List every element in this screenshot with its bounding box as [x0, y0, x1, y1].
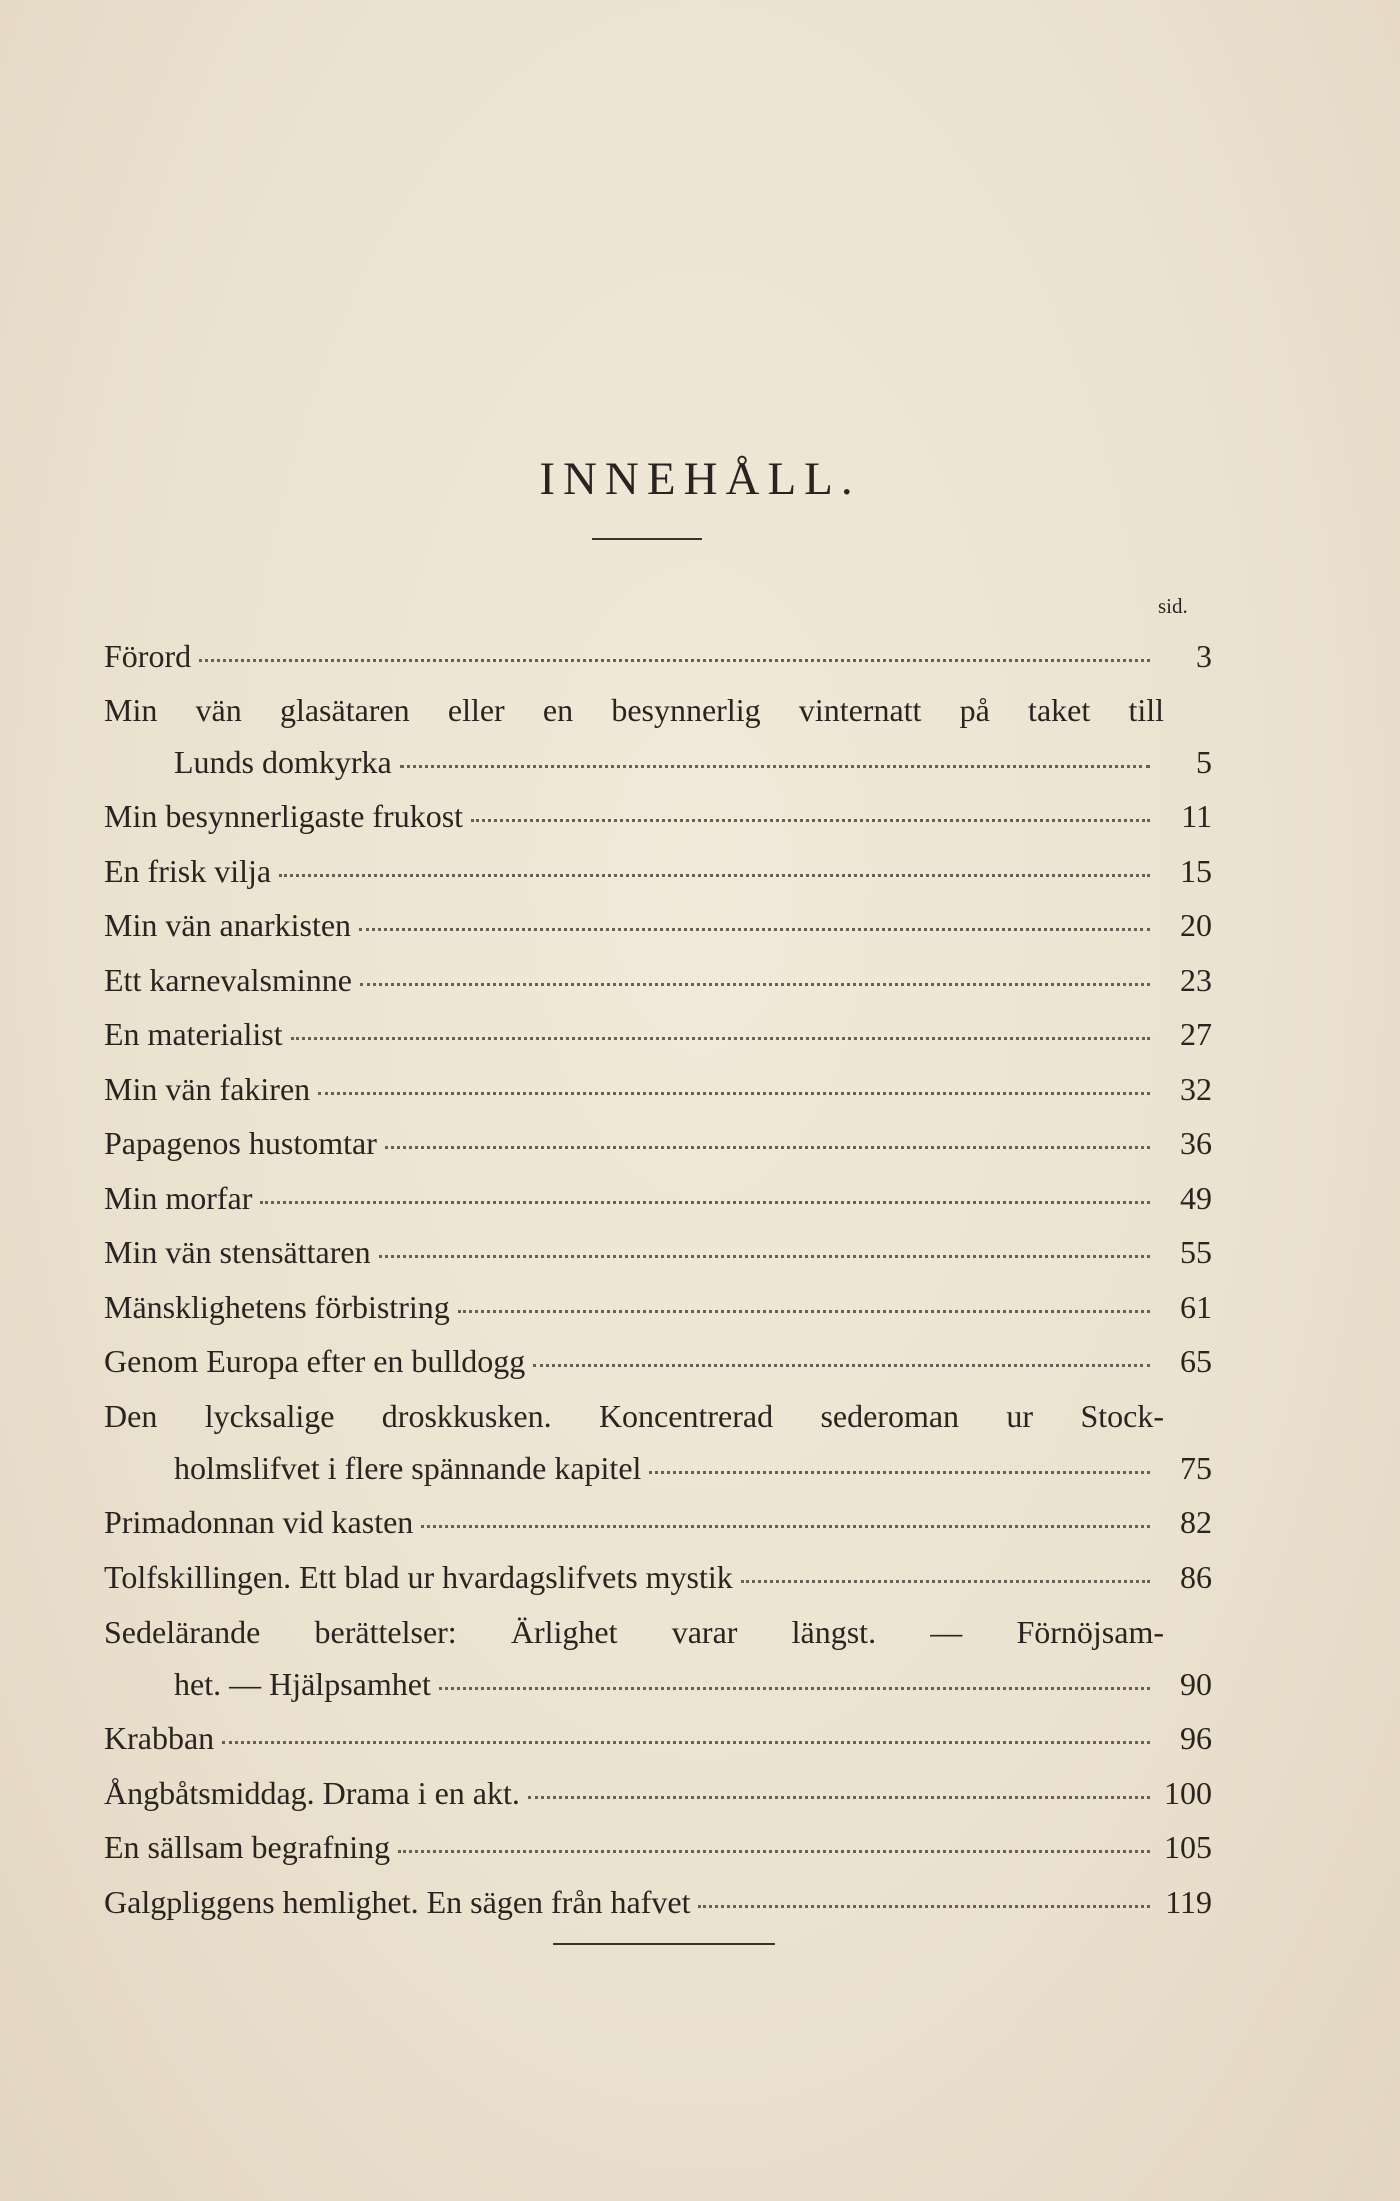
toc-entry-title: Min vän stensättaren: [104, 1234, 371, 1270]
toc-entry-title-line1: Den lycksalige droskkusken. Koncentrerad sederoman ur Stock-: [104, 1398, 1164, 1434]
toc-entry-page: 75: [1180, 1450, 1212, 1486]
toc-entry-title: Ett karnevalsminne: [104, 962, 352, 998]
toc-entry: [104, 1666, 1212, 1714]
toc-entry-page: 82: [1180, 1504, 1212, 1540]
toc-entry: [104, 744, 1212, 792]
toc-entry-title: holmslifvet i flere spännande kapitel: [174, 1450, 642, 1486]
dot-leader: [471, 819, 1150, 822]
toc-entry-title: Tolfskillingen. Ett blad ur hvardagslifvets mystik: [104, 1559, 733, 1595]
toc-entry-page: 49: [1180, 1180, 1212, 1216]
toc-entry-title: En materialist: [104, 1016, 283, 1052]
toc-entry-page: 5: [1196, 744, 1212, 780]
page-column-label: sid.: [1158, 594, 1188, 618]
toc-entry-title-line1: Min vän glasätaren eller en besynnerlig vinternatt på taket till: [104, 692, 1164, 728]
toc-entry: [104, 1504, 1212, 1552]
toc-entry-page: 36: [1180, 1125, 1212, 1161]
toc-entry-page: 32: [1180, 1071, 1212, 1107]
toc-entry-title: En frisk vilja: [104, 853, 272, 889]
toc-entry: [104, 1559, 1212, 1607]
toc-entry-page: 23: [1180, 962, 1212, 998]
toc-entry: [104, 1125, 1212, 1173]
toc-entry: [104, 962, 1212, 1010]
toc-entry: [104, 798, 1212, 846]
toc-entry-page: 90: [1180, 1666, 1212, 1702]
toc-entry: [104, 1829, 1212, 1877]
toc-entry: [104, 1016, 1212, 1064]
dot-leader: [360, 983, 1150, 986]
toc-entry: [104, 853, 1212, 901]
toc-entry-page: 96: [1180, 1720, 1212, 1756]
toc-entry: [104, 907, 1212, 955]
dot-leader: [458, 1310, 1150, 1313]
dot-leader: [741, 1580, 1150, 1583]
toc-entry: [104, 1234, 1212, 1282]
dot-leader: [421, 1525, 1150, 1528]
toc-entry-title: Lunds domkyrka: [174, 744, 392, 780]
toc-entry-title: Min vän fakiren: [104, 1071, 311, 1107]
toc-entry-page: 61: [1180, 1289, 1212, 1325]
toc-entry-title: Mänsklighetens förbistring: [104, 1289, 450, 1325]
dot-leader: [698, 1905, 1150, 1908]
dot-leader: [385, 1146, 1150, 1149]
toc-entry-title: En sällsam begrafning: [104, 1829, 391, 1865]
dot-leader: [279, 874, 1150, 877]
toc-entry-page: 11: [1181, 798, 1212, 834]
toc-entry-page: 65: [1180, 1343, 1212, 1379]
toc-entry: [104, 638, 1212, 686]
toc-entry-page: 55: [1180, 1234, 1212, 1270]
toc-entry: [104, 1289, 1212, 1337]
toc-entry-page: 119: [1165, 1884, 1212, 1920]
dot-leader: [649, 1471, 1150, 1474]
dot-leader: [359, 928, 1150, 931]
dot-leader: [398, 1850, 1150, 1853]
dot-leader: [291, 1037, 1150, 1040]
dot-leader: [439, 1687, 1150, 1690]
dot-leader: [400, 765, 1150, 768]
page-title: INNEHÅLL.: [539, 453, 861, 505]
toc-entry-title: Primadonnan vid kasten: [104, 1504, 414, 1540]
dot-leader: [318, 1092, 1150, 1095]
toc-entry-title: Min morfar: [104, 1180, 253, 1216]
toc-entry: [104, 1720, 1212, 1768]
dot-leader: [222, 1741, 1150, 1744]
toc-entry: [104, 1884, 1212, 1932]
toc-entry-page: 3: [1196, 638, 1212, 674]
toc-entry-title-line1: Sedelärande berättelser: Ärlighet varar längst. — Förnöjsam-: [104, 1614, 1164, 1650]
toc-entry: [104, 1071, 1212, 1119]
title-rule: [592, 538, 702, 540]
toc-entry-title: Min besynnerligaste frukost: [104, 798, 464, 834]
toc-entry-page: 100: [1164, 1775, 1212, 1811]
dot-leader: [199, 659, 1150, 662]
toc-entry-title: Genom Europa efter en bulldogg: [104, 1343, 526, 1379]
toc-entry: [104, 1450, 1212, 1498]
toc-entry-title: Min vän anarkisten: [104, 907, 352, 943]
toc-entry-page: 27: [1180, 1016, 1212, 1052]
toc-entry: [104, 1775, 1212, 1823]
toc-entry-page: 86: [1180, 1559, 1212, 1595]
toc-entry-page: 15: [1180, 853, 1212, 889]
toc-entry-title: Galgpliggens hemlighet. En sägen från hafvet: [104, 1884, 691, 1920]
closing-rule: [553, 1943, 775, 1945]
dot-leader: [533, 1364, 1150, 1367]
toc-entry: [104, 1180, 1212, 1228]
toc-entry-title: het. — Hjälpsamhet: [174, 1666, 431, 1702]
toc-entry-title: Krabban: [104, 1720, 215, 1756]
toc-entry-title: Förord: [104, 638, 192, 674]
dot-leader: [528, 1796, 1150, 1799]
toc-entry-title: Papagenos hustomtar: [104, 1125, 377, 1161]
toc-entry-page: 105: [1164, 1829, 1212, 1865]
dot-leader: [379, 1255, 1150, 1258]
toc-entry-title: Ångbåtsmiddag. Drama i en akt.: [104, 1775, 520, 1811]
toc-entry-page: 20: [1180, 907, 1212, 943]
dot-leader: [260, 1201, 1150, 1204]
toc-entry: [104, 1343, 1212, 1391]
